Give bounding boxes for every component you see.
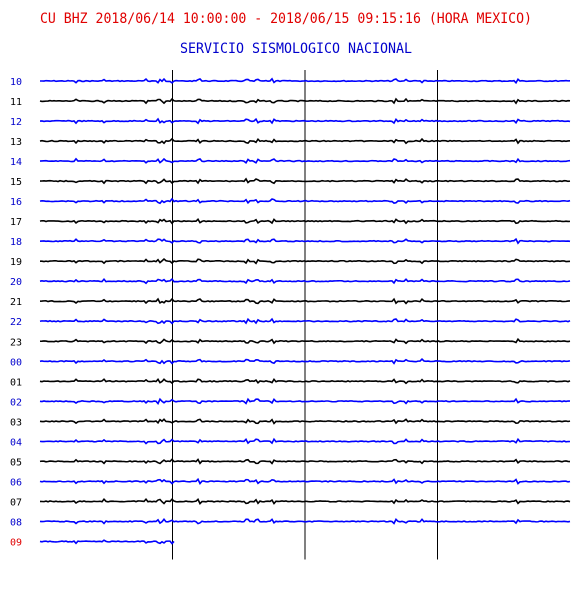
hour-label-18: 18: [10, 237, 23, 249]
hour-label-02: 02: [10, 397, 23, 409]
hour-label-10: 10: [10, 77, 23, 88]
hour-label-19: 19: [10, 257, 23, 269]
hour-label-13: 13: [10, 137, 23, 149]
hour-label-06: 06: [10, 477, 23, 489]
hour-label-08: 08: [10, 517, 23, 529]
hour-label-12: 12: [10, 117, 23, 129]
time-dividers: [173, 70, 438, 559]
trace-row-09: [40, 540, 174, 543]
hour-label-15: 15: [10, 177, 23, 189]
hour-label-09: 09: [10, 537, 23, 549]
hour-label-05: 05: [10, 457, 23, 469]
hour-label-04: 04: [10, 437, 23, 449]
hour-label-03: 03: [10, 417, 23, 429]
hour-label-07: 07: [10, 497, 23, 509]
hour-labels: [10, 77, 22, 548]
hour-label-16: 16: [10, 197, 23, 209]
hour-label-14: 14: [10, 157, 23, 169]
chart-subtitle: SERVICIO SISMOLOGICO NACIONAL: [180, 41, 412, 57]
hour-label-20: 20: [10, 277, 23, 289]
hour-label-11: 11: [10, 97, 23, 109]
chart-title: CU BHZ 2018/06/14 10:00:00 - 2018/06/15 09:15:16 (HORA MEXICO): [40, 11, 532, 27]
hour-label-23: 23: [10, 337, 23, 349]
hour-label-01: 01: [10, 377, 23, 389]
hour-label-22: 22: [10, 317, 23, 329]
hour-label-21: 21: [10, 297, 23, 309]
hour-label-17: 17: [10, 217, 23, 229]
hour-label-00: 00: [10, 357, 23, 369]
